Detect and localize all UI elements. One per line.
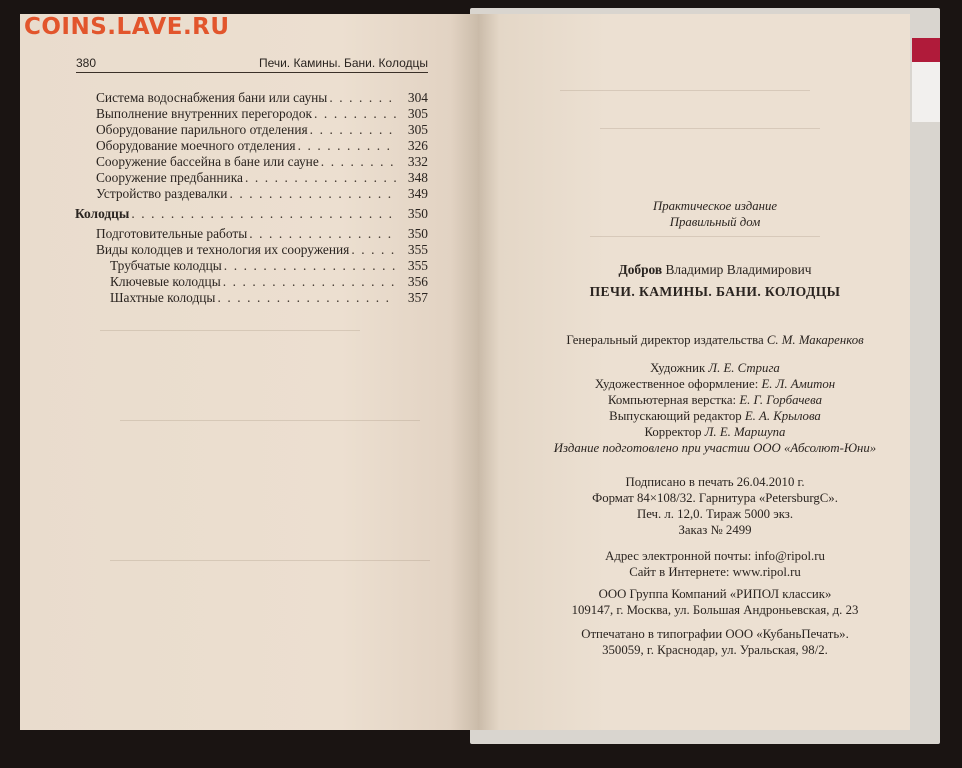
- director-label: Генеральный директор издательства: [566, 333, 764, 347]
- toc-leader-dots: [223, 274, 396, 290]
- show-through-line: [590, 236, 820, 237]
- show-through-line: [120, 420, 420, 421]
- credit-name: Е. А. Крылова: [744, 409, 821, 423]
- toc-entry-label: Сооружение бассейна в бане или сауне: [96, 154, 319, 169]
- toc-entry-page: 356: [407, 274, 428, 289]
- publisher-line: ООО Группа Компаний «РИПОЛ классик»: [598, 587, 832, 601]
- prepared-note: Издание подготовлено при участии ООО «Абсолют-Юни»: [553, 441, 877, 455]
- toc-entry-page: 357: [407, 290, 428, 305]
- credit-line: [540, 408, 890, 424]
- credit-line: [540, 424, 890, 440]
- running-title: Печи. Камины. Бани. Колодцы: [258, 56, 428, 70]
- credit-role: Выпускающий редактор: [609, 409, 745, 423]
- contact-line: Сайт в Интернете: www.ripol.ru: [629, 565, 801, 579]
- print-detail-line: Заказ № 2499: [678, 523, 752, 537]
- toc-entry-page: 350: [407, 206, 428, 221]
- show-through-line: [600, 128, 820, 129]
- toc-entry: [75, 206, 428, 223]
- toc-leader-dots: [249, 226, 396, 242]
- credit-role: Корректор: [644, 425, 705, 439]
- publisher-block: [540, 586, 890, 618]
- credit-name: Л. Е. Маршупа: [704, 425, 786, 439]
- toc-entry-page: 348: [407, 170, 428, 185]
- credit-name: Е. Л. Амитон: [761, 377, 836, 391]
- credit-line: [540, 392, 890, 408]
- printer-line: 350059, г. Краснодар, ул. Уральская, 98/2.: [602, 643, 828, 657]
- toc-entry-label: Сооружение предбанника: [96, 170, 243, 185]
- toc-entry-page: 355: [407, 242, 428, 257]
- toc-entry-page: 355: [407, 258, 428, 273]
- toc-leader-dots: [245, 170, 396, 186]
- show-through-line: [110, 560, 430, 561]
- credit-name: Е. Г. Горбачева: [739, 393, 822, 407]
- toc-entry-label: Выполнение внутренних перегородок: [96, 106, 313, 121]
- credit-role: Художник: [650, 361, 709, 375]
- toc-entry: [96, 170, 428, 187]
- toc-entry: [96, 138, 428, 155]
- cover-white-band: [912, 62, 940, 122]
- credit-role: Компьютерная верстка:: [608, 393, 740, 407]
- toc-entry-label: Устройство раздевалки: [96, 186, 228, 201]
- credit-line: [540, 376, 890, 392]
- series-name: Правильный дом: [669, 215, 761, 229]
- toc-entry: [110, 290, 428, 307]
- toc-leader-dots: [131, 206, 396, 222]
- contacts-block: [540, 548, 890, 580]
- print-detail-line: Подписано в печать 26.04.2010 г.: [625, 475, 805, 489]
- show-through-line: [560, 90, 810, 91]
- toc-leader-dots: [321, 154, 396, 170]
- director-line: [540, 332, 890, 348]
- author-name: Владимир Владимирович: [665, 262, 812, 277]
- toc-entry-page: 326: [407, 138, 428, 153]
- toc-entry: [96, 226, 428, 243]
- credits-block: [540, 360, 890, 440]
- watermark-text: COINS.LAVE.RU: [24, 14, 230, 40]
- toc-entry-label: Оборудование моечного отделения: [96, 138, 296, 153]
- author-surname: Добров: [618, 262, 663, 277]
- toc-entry: [96, 186, 428, 203]
- credit-role: Художественное оформление:: [594, 377, 762, 391]
- running-head: [76, 54, 428, 73]
- toc-leader-dots: [329, 90, 396, 106]
- toc-entry: [110, 274, 428, 291]
- book-title: ПЕЧИ. КАМИНЫ. БАНИ. КОЛОДЦЫ: [589, 284, 841, 299]
- cover-red-band: [912, 38, 940, 62]
- toc-entry: [96, 122, 428, 139]
- toc-entry-page: 332: [407, 154, 428, 169]
- toc-entry-label: Трубчатые колодцы: [110, 258, 222, 273]
- credit-name: Л. Е. Стрига: [708, 361, 780, 375]
- toc-entry-label: Ключевые колодцы: [110, 274, 221, 289]
- toc-leader-dots: [298, 138, 396, 154]
- toc-entry: [96, 90, 428, 107]
- toc-entry: [96, 106, 428, 123]
- toc-leader-dots: [310, 122, 396, 138]
- print-details: [540, 474, 890, 538]
- printer-block: [540, 626, 890, 658]
- toc-entry-page: 305: [407, 106, 428, 121]
- toc-entry: [110, 258, 428, 275]
- toc-entry-page: 304: [407, 90, 428, 105]
- author-line: [540, 262, 890, 278]
- director-name: С. М. Макаренков: [766, 333, 864, 347]
- show-through-line: [100, 330, 360, 331]
- toc-entry: [96, 154, 428, 171]
- toc-entry-page: 350: [407, 226, 428, 241]
- toc-leader-dots: [217, 290, 396, 306]
- printer-line: Отпечатано в типографии ООО «КубаньПечать».: [581, 627, 849, 641]
- toc-leader-dots: [224, 258, 396, 274]
- toc-entry-page: 305: [407, 122, 428, 137]
- toc-entry-label: Шахтные колодцы: [110, 290, 216, 305]
- credit-line: [540, 360, 890, 376]
- toc-entry-label: Система водоснабжения бани или сауны: [96, 90, 328, 105]
- toc-entry-label: Виды колодцев и технология их сооружения: [96, 242, 350, 257]
- toc-leader-dots: [351, 242, 396, 258]
- toc-entry-label: Подготовительные работы: [96, 226, 248, 241]
- edition-type: Практическое издание: [652, 199, 778, 213]
- page-number: 380: [76, 56, 97, 70]
- print-detail-line: Печ. л. 12,0. Тираж 5000 экз.: [636, 507, 794, 521]
- toc-entry: [96, 242, 428, 259]
- print-detail-line: Формат 84×108/32. Гарнитура «PetersburgC».: [592, 491, 838, 505]
- toc-entry-label: Колодцы: [75, 206, 130, 221]
- contact-line: Адрес электронной почты: info@ripol.ru: [605, 549, 825, 563]
- toc-entry-page: 349: [407, 186, 428, 201]
- publisher-line: 109147, г. Москва, ул. Большая Андроньевская, д. 23: [571, 603, 859, 617]
- toc-leader-dots: [229, 186, 396, 202]
- toc-leader-dots: [314, 106, 396, 122]
- edition-block: [540, 198, 890, 230]
- toc-entry-label: Оборудование парильного отделения: [96, 122, 308, 137]
